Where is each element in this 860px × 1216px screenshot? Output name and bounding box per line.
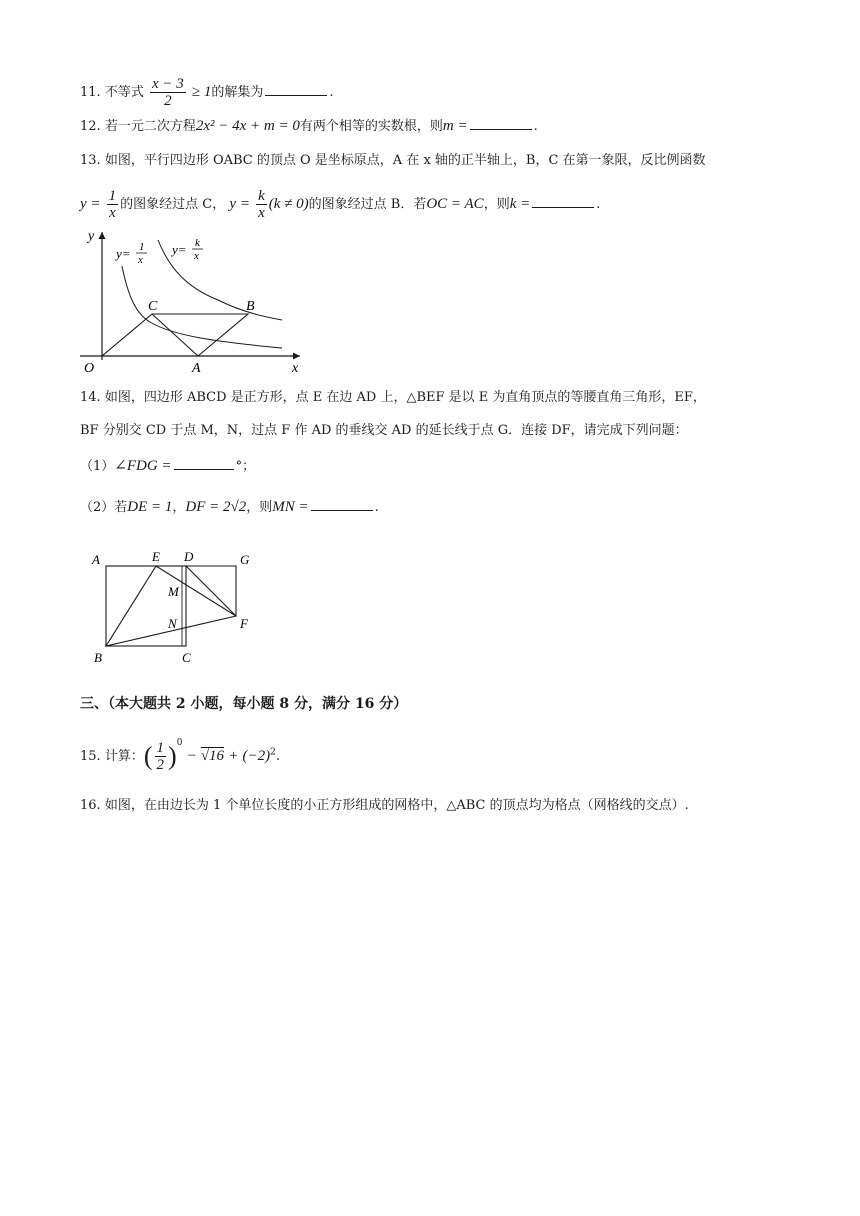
question-14-part-2 [80, 497, 379, 518]
point-b-label: B [246, 299, 255, 314]
answer-blank[interactable] [311, 498, 373, 511]
q13-var: k = [509, 196, 531, 212]
curve2-label-den: x [194, 250, 199, 262]
q15-exponent-0: 0 [176, 737, 183, 748]
q13-f2-fraction [256, 188, 267, 221]
curve2-label-lhs: y= [172, 242, 187, 257]
axis-y-label: y [88, 229, 95, 244]
q14-p2-sep: ， [172, 500, 186, 515]
q14-line-2: BF 分别交 CD 于点 M，N，过点 F 作 AD 的垂线交 AD 的延长线于点 G．连接 DF，请完成下列问题： [80, 423, 688, 438]
q15-base: (−2) [242, 748, 271, 764]
label-a: A [92, 552, 100, 567]
label-m: M [168, 584, 179, 599]
question-number: 11. [80, 85, 101, 100]
q12-mid: 有两个相等的实数根，则 [299, 119, 443, 134]
q14-p1-label: （1） [80, 459, 115, 474]
question-12 [80, 116, 538, 137]
question-number: 12. [80, 119, 101, 134]
answer-blank[interactable] [265, 83, 327, 96]
q15-end: . [275, 749, 280, 764]
q13-f2-condition: (k ≠ 0) [268, 196, 309, 212]
q11-frac-num: x − 3 [151, 76, 184, 92]
q13-mid-2: 的图象经过点 B．若 [308, 197, 427, 212]
label-e: E [152, 549, 160, 564]
point-a-label: A [192, 361, 201, 376]
q11-relation: ≥ 1 [191, 84, 212, 100]
paren-open-icon: ( [143, 741, 153, 771]
q15-plus: + [228, 748, 239, 764]
q13-f1-num: 1 [108, 188, 117, 204]
answer-blank[interactable] [174, 457, 234, 470]
label-n: N [168, 616, 177, 631]
curve1-label-den: x [138, 254, 143, 266]
q15-minus: − [186, 748, 197, 764]
q12-prefix: 若一元二次方程 [104, 119, 196, 134]
q14-p2-end: . [374, 500, 379, 515]
q14-p1-expr: ∠FDG = [114, 458, 172, 474]
paren-close-icon: ) [168, 741, 177, 771]
question-14-line-1 [80, 388, 706, 408]
q11-fraction [150, 76, 186, 109]
question-13-line-2 [80, 188, 600, 221]
answer-blank[interactable] [470, 117, 532, 130]
q13-f2-lhs: y = [229, 196, 250, 212]
q13-mid-1: 的图象经过点 C， [120, 197, 226, 212]
q15-prefix: 计算： [104, 749, 144, 764]
q13-f1-lhs: y = [80, 196, 101, 212]
triangle-bef [106, 566, 236, 646]
q12-var: m = [442, 118, 468, 134]
segment-ac [152, 314, 198, 356]
q13-f1-fraction [107, 188, 119, 221]
q13-mid-3: ，则 [483, 197, 510, 212]
point-c-label: C [148, 299, 158, 314]
q14-p2-var: MN = [272, 499, 309, 515]
q14-line-1: 如图，四边形 ABCD 是正方形，点 E 在边 AD 上，△BEF 是以 E 为直角顶点的等腰直角三角形，EF， [104, 390, 706, 405]
question-16 [80, 796, 689, 816]
label-c: C [182, 650, 191, 665]
axis-x-label: x [292, 361, 299, 376]
section-3-heading: 三、（本大题共 2 小题，每小题 8 分，满分 16 分） [80, 696, 408, 712]
q14-p2-c2: DF = 2√2 [185, 499, 247, 515]
question-number: 14. [80, 390, 101, 405]
segment-df [186, 566, 236, 616]
q15-exponent-2: 2 [270, 747, 276, 758]
q13-line-1: 如图，平行四边形 OABC 的顶点 O 是坐标原点，A 在 x 轴的正半轴上，B，C 在第一象限，反比例函数 [104, 153, 706, 168]
q15-sqrt: √16 [200, 748, 225, 764]
curve-y-1-over-x [122, 266, 282, 348]
q14-p2-mid: ，则 [246, 500, 273, 515]
question-number: 16. [80, 798, 101, 813]
q12-end: . [533, 119, 538, 134]
question-14-part-1 [80, 456, 255, 477]
label-d: D [184, 549, 194, 564]
q15-frac-num: 1 [156, 740, 165, 756]
q13-f2-den: x [258, 205, 265, 221]
q11-frac-den: 2 [164, 93, 172, 109]
curve2-label-num: k [195, 237, 200, 249]
question-number: 15. [80, 749, 101, 764]
q13-end: . [596, 197, 601, 212]
q11-end: . [329, 85, 334, 100]
q14-p2-label: （2）若 [80, 500, 128, 515]
q14-p1-end: °； [235, 459, 256, 474]
curve1-label-lhs: y= [116, 246, 131, 261]
figure-14-square-diagram [88, 548, 268, 670]
curve1-label-num: 1 [139, 241, 145, 253]
question-15 [80, 737, 280, 773]
figure-13-coordinate-diagram [78, 226, 308, 376]
q16-text: 如图，在由边长为 1 个单位长度的小正方形组成的网格中，△ABC 的顶点均为格点（网格线的交点）. [104, 798, 689, 813]
question-11 [80, 76, 334, 109]
q14-p2-c1: DE = 1 [127, 499, 173, 515]
q13-condition: OC = AC [426, 196, 484, 212]
q11-prefix: 不等式 [104, 85, 144, 100]
q15-fraction [155, 740, 167, 773]
answer-blank[interactable] [532, 195, 594, 208]
q13-f1-den: x [109, 205, 116, 221]
origin-label: O [84, 361, 95, 376]
question-14-line-2 [80, 421, 688, 441]
label-b: B [94, 650, 102, 665]
label-f: F [240, 616, 248, 631]
q15-frac-den: 2 [156, 757, 165, 773]
question-number: 13. [80, 153, 101, 168]
square-abcd [106, 566, 186, 646]
label-g: G [240, 552, 250, 567]
q13-f2-num: k [258, 188, 265, 204]
q12-equation: 2x² − 4x + m = 0 [195, 118, 300, 134]
question-13-line-1 [80, 151, 706, 171]
q11-suffix: 的解集为 [211, 85, 264, 100]
